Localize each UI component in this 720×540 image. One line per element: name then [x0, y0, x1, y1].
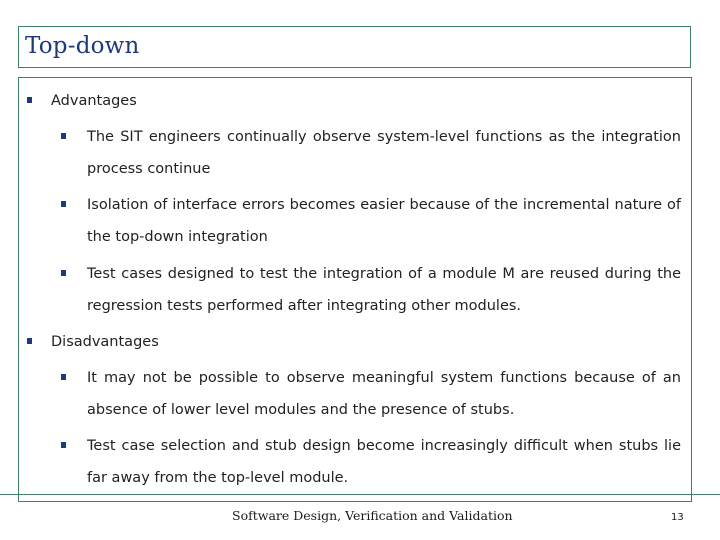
bullet-icon [61, 201, 66, 207]
advantage-item-2: Isolation of interface errors becomes easier because of the incremental nature of the top-down integration [87, 197, 681, 245]
advantage-item-3: Test cases designed to test the integration of a module M are reused during the regression tests performed after integrating other modules. [87, 266, 681, 314]
footer-course-title: Software Design, Verification and Validation [232, 508, 513, 523]
slide-title: Top-down [25, 33, 140, 59]
page-number: 13 [671, 512, 684, 523]
bullet-icon [27, 97, 32, 103]
bullet-icon [27, 338, 32, 344]
disadvantage-item-2: Test case selection and stub design become increasingly difficult when stubs lie far away from the top-level module. [87, 438, 681, 486]
advantage-item-1: The SIT engineers continually observe system-level functions as the integration process continue [87, 129, 681, 177]
bullet-icon [61, 442, 66, 448]
section-heading-disadvantages: Disadvantages [51, 334, 159, 350]
footer-divider [0, 494, 720, 495]
slide-title-box [18, 26, 691, 68]
bullet-icon [61, 133, 66, 139]
bullet-icon [61, 374, 66, 380]
section-heading-advantages: Advantages [51, 93, 137, 109]
disadvantage-item-1: It may not be possible to observe meaningful system functions because of an absence of lower level modules and the presence of stubs. [87, 370, 681, 418]
bullet-icon [61, 270, 66, 276]
